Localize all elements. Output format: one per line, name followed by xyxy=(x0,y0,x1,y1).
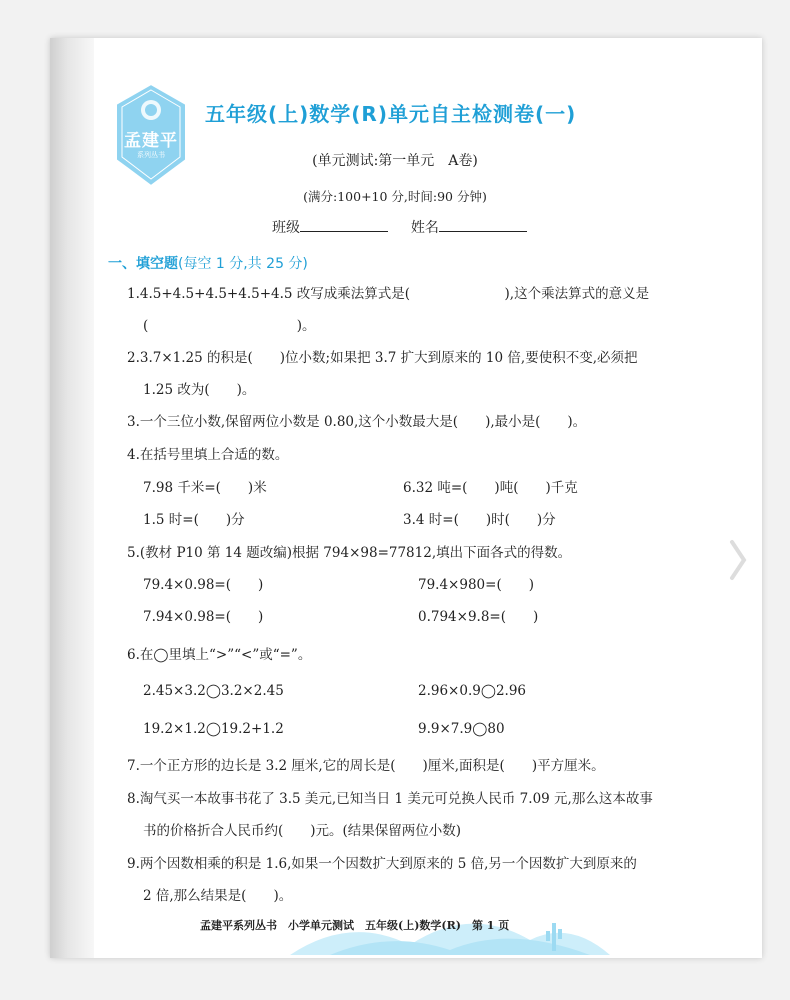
subtitle: (单元测试:第一单元 A卷) xyxy=(312,153,478,169)
class-blank[interactable] xyxy=(300,217,388,232)
question-5c: 7.94×0.98=( ) xyxy=(143,609,264,625)
section-title: 一、填空题 xyxy=(108,256,178,272)
question-6: 6.在◯里填上“>”“<”或“=”。 xyxy=(127,647,312,663)
question-5d: 0.794×9.8=( ) xyxy=(418,609,539,625)
question-6b: 2.96×0.9◯2.96 xyxy=(418,683,527,699)
section-heading xyxy=(108,253,308,273)
question-5: 5.(教材 P10 第 14 题改编)根据 794×98=77812,填出下面各式的得数。 xyxy=(127,545,572,561)
question-3: 3.一个三位小数,保留两位小数是 0.80,这个小数最大是( ),最小是( )。 xyxy=(127,414,587,430)
question-6a: 2.45×3.2◯3.2×2.45 xyxy=(143,683,284,699)
class-name-line xyxy=(272,217,527,237)
question-8-line2: 书的价格折合人民币约( )元。(结果保留两位小数) xyxy=(143,823,462,839)
logo-text: 孟建平 xyxy=(124,131,178,151)
question-6d: 9.9×7.9◯80 xyxy=(418,721,505,737)
question-5a: 79.4×0.98=( ) xyxy=(143,577,264,593)
question-9-line1: 9.两个因数相乘的积是 1.6,如果一个因数扩大到原来的 5 倍,另一个因数扩大到原来的 xyxy=(127,856,637,872)
question-6c: 19.2×1.2◯19.2+1.2 xyxy=(143,721,284,737)
class-label: 班级 xyxy=(272,220,300,236)
section-note: (每空 1 分,共 25 分) xyxy=(178,256,308,272)
question-2-line2: 1.25 改为( )。 xyxy=(143,382,256,398)
name-label: 姓名 xyxy=(410,220,439,236)
score-info: (满分:100+10 分,时间:90 分钟) xyxy=(303,189,487,204)
question-5b: 79.4×980=( ) xyxy=(418,577,534,593)
question-4b: 6.32 吨=( )吨( )千克 xyxy=(403,480,578,496)
question-4d: 3.4 时=( )时( )分 xyxy=(403,512,556,528)
name-blank[interactable] xyxy=(439,217,527,232)
question-4c: 1.5 时=( )分 xyxy=(143,512,245,528)
question-4a: 7.98 千米=( )米 xyxy=(143,480,267,496)
page-title: 五年级(上)数学(R)单元自主检测卷(一) xyxy=(205,102,577,126)
page-footer: 孟建平系列丛书 小学单元测试 五年级(上)数学(R) 第 1 页 xyxy=(200,919,510,932)
page-spine xyxy=(50,38,94,958)
question-8-line1: 8.淘气买一本故事书花了 3.5 美元,已知当日 1 美元可兑换人民币 7.09 元,那么这本故事 xyxy=(127,791,653,807)
question-1-line2: ( )。 xyxy=(143,318,316,334)
next-page-arrow-icon[interactable] xyxy=(728,538,748,586)
question-9-line2: 2 倍,那么结果是( )。 xyxy=(143,888,293,904)
question-4: 4.在括号里填上合适的数。 xyxy=(127,447,289,463)
question-2-line1: 2.3.7×1.25 的积是( )位小数;如果把 3.7 扩大到原来的 10 倍,要使积不变,必须把 xyxy=(127,350,638,366)
question-7: 7.一个正方形的边长是 3.2 厘米,它的周长是( )厘米,面积是( )平方厘米。 xyxy=(127,758,605,774)
logo-subtext: 系列丛书 xyxy=(137,151,165,159)
logo xyxy=(112,82,190,192)
question-1-line1: 1.4.5+4.5+4.5+4.5+4.5 改写成乘法算式是( ),这个乘法算式的意义是 xyxy=(127,286,650,302)
